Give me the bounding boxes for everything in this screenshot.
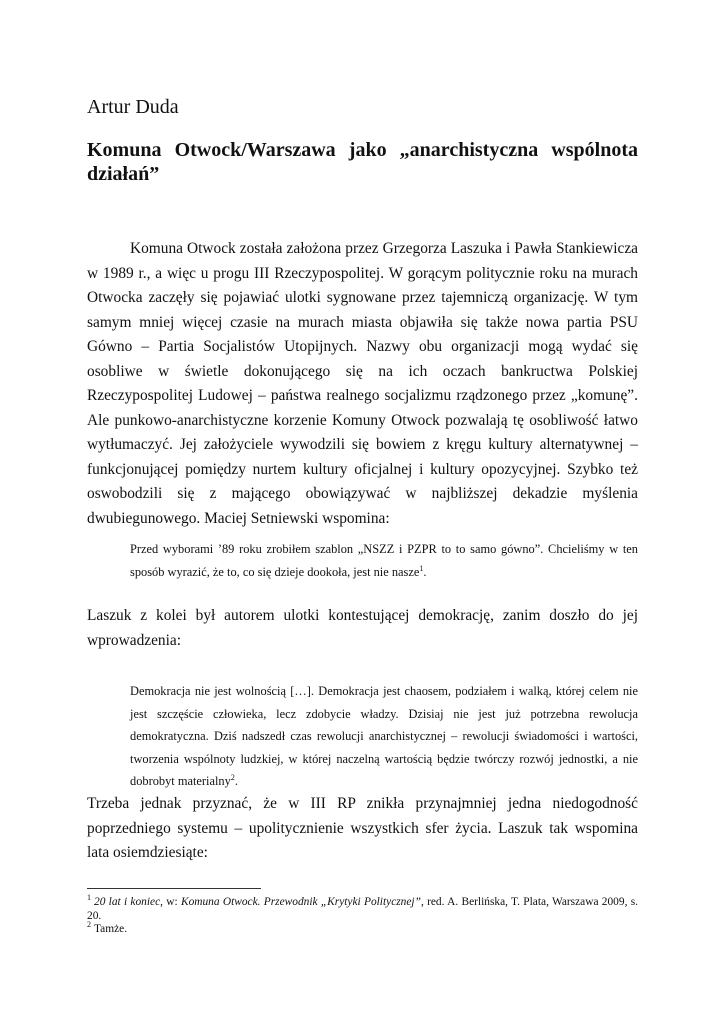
block-quote-1 — [130, 538, 638, 583]
footnote-1 — [87, 895, 638, 923]
footnote-1-number: 1 — [87, 893, 91, 903]
footnote-1-title: 20 lat i koniec — [94, 896, 161, 908]
footnote-2 — [87, 922, 638, 936]
quote-2-end: . — [234, 774, 238, 788]
footnote-1-text-b: , red. A. Berlińska, T. Plata, Warszawa 2009, s. 20. — [87, 896, 638, 922]
quote-1-end: . — [423, 564, 427, 579]
paragraph-1: Komuna Otwock została założona przez Grzegorza Laszuka i Pawła Stankiewicza w 1989 r., a więc u progu III Rzeczypospolitej. W gorącym politycznie roku na murach Otwocka zaczęły się pojawiać ulotki sygnowane przez tajemniczą organizację. W tym samym mniej więcej czasie na murach miasta objawiła się także nowa partia PSU Gówno – Partia Socjalistów Utopijnych. Nazwy obu organizacji mogą wydać się osobliwe w świetle dokonującego się na ich oczach bankructwa Polskiej Rzeczypospolitej Ludowej – państwa realnego socjalizmu rządzonego przez „komunę”. Ale punkowo-anarchistyczne korzenie Komuny Otwock pozwalają tę osobliwość łatwo wytłumaczyć. Jej założyciele wywodzili się bowiem z kręgu kultury alternatywnej – funkcjonującej pomiędzy nurtem kultury oficjalnej i kultury opozycyjnej. Szybko też oswobodzili się z mającego obowiązywać w najbliższej dekadzie myślenia dwubiegunowego. Maciej Setniewski wspomina: — [87, 240, 638, 527]
article-title — [87, 138, 638, 186]
title-line-2: działań” — [87, 163, 160, 185]
title-line-1: Komuna Otwock/Warszawa jako „anarchistyczna wspólnota — [87, 139, 638, 161]
footnote-ref-1[interactable]: 1 — [419, 563, 424, 573]
block-quote-2 — [130, 680, 638, 793]
footnote-1-source: Komuna Otwock. Przewodnik „Krytyki Politycznej” — [180, 896, 421, 908]
paragraph-3: Trzeba jednak przyznać, że w III RP znikła przynajmniej jedna niedogodność poprzedniego systemu – upolitycznienie wszystkich sfer życia. Laszuk tak wspomina lata osiemdziesiąte: — [87, 795, 638, 861]
paragraph-2: Laszuk z kolei był autorem ulotki kontestującej demokrację, zanim doszło do jej wprowadzenia: — [87, 607, 638, 649]
author-name: Artur Duda — [87, 96, 179, 118]
footnote-2-number: 2 — [87, 920, 91, 930]
quote-2-text: Demokracja nie jest wolnością […]. Demokracja jest chaosem, podziałem i walką, której celem nie jest szczęście człowieka, lecz zdobycie władzy. Dzisiaj nie jest już potrzebna rewolucja demokratyczna. Dziś nadszedł czas rewolucji anarchistycznej – rewolucji świadomości i wartości, tworzenia wspólnoty ludzkiej, w której naczelną wartością będzie twórczy rozwój jednostki, a nie dobrobyt materialny — [130, 684, 638, 788]
footnote-1-text-a: , w: — [160, 896, 181, 908]
footnote-separator — [87, 888, 261, 889]
footnote-2-text: Tamże. — [94, 923, 128, 935]
footnote-ref-2[interactable]: 2 — [230, 772, 235, 782]
quote-1-text: Przed wyborami ’89 roku zrobiłem szablon „NSZZ i PZPR to to samo gówno”. Chcieliśmy w ten sposób wyrazić, że to, co się dzieje dookoła, jest nie nasze — [130, 542, 638, 579]
